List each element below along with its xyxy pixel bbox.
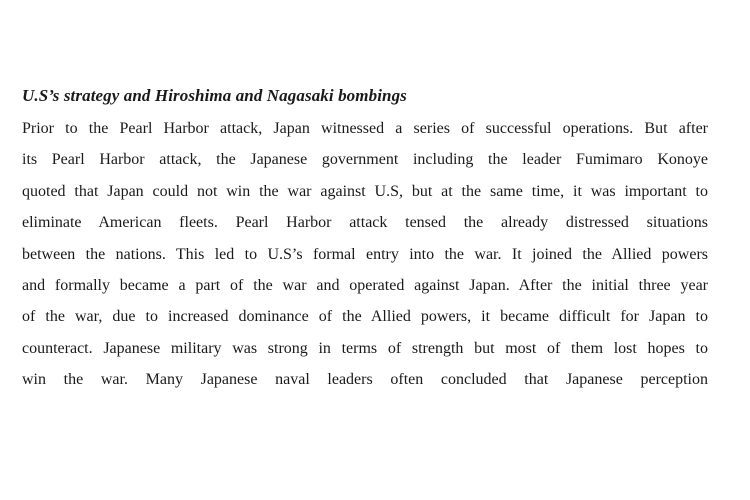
paragraph-line: between the nations. This led to U.S’s formal entry into the war. It joined the Allied powers	[22, 245, 708, 263]
paragraph-line: its Pearl Harbor attack, the Japanese government including the leader Fumimaro Konoye	[22, 151, 708, 169]
section-heading: U.S’s strategy and Hiroshima and Nagasaki bombings	[22, 86, 407, 105]
paragraph-line: counteract. Japanese military was strong in terms of strength but most of them lost hopes to	[22, 339, 708, 357]
paragraph-line: quoted that Japan could not win the war against U.S, but at the same time, it was important to	[22, 182, 708, 200]
paragraph-line: win the war. Many Japanese naval leaders often concluded that Japanese perception	[22, 371, 708, 389]
document-content	[22, 84, 708, 396]
paragraph-line: and formally became a part of the war and operated against Japan. After the initial three year	[22, 276, 708, 294]
paragraph-line: of the war, due to increased dominance of the Allied powers, it became difficult for Japan to	[22, 308, 708, 326]
paragraph-line: Prior to the Pearl Harbor attack, Japan witnessed a series of successful operations. But after	[22, 120, 708, 137]
body-paragraph	[22, 113, 708, 396]
paragraph-line: eliminate American fleets. Pearl Harbor attack tensed the already distressed situations	[22, 214, 708, 232]
